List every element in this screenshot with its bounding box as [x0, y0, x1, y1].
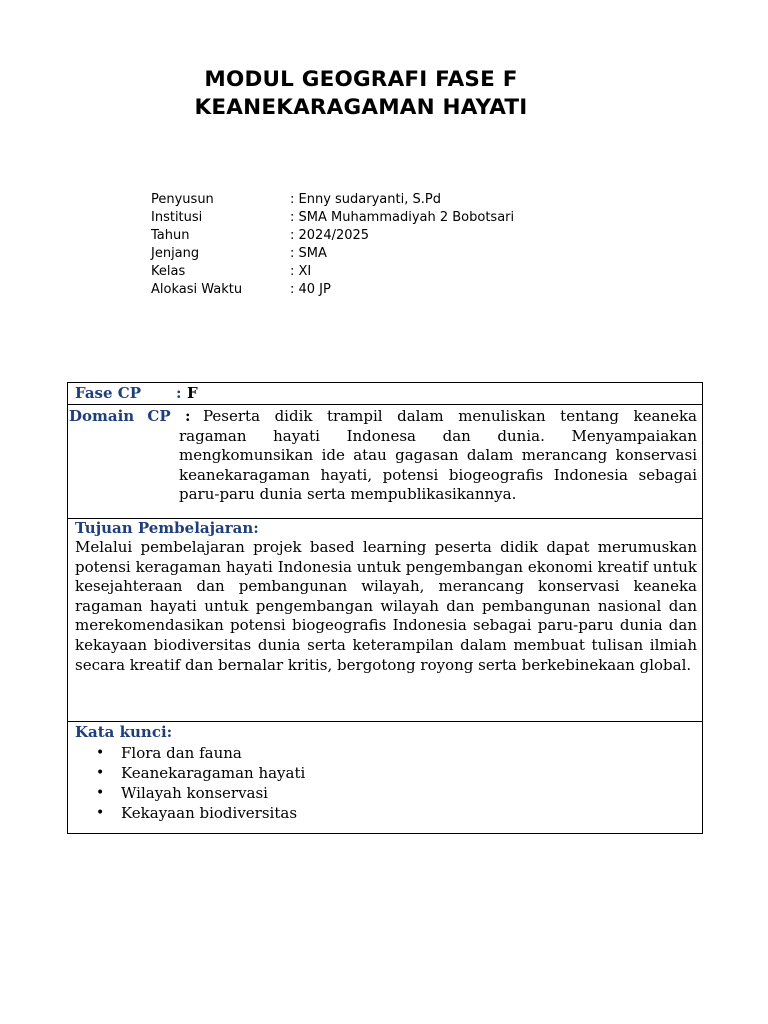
domain-cp-row	[68, 405, 702, 519]
identity-label: Alokasi Waktu	[151, 282, 243, 297]
identity-value: : 2024/2025	[290, 228, 370, 243]
title-line-2: KEANEKARAGAMAN HAYATI	[194, 95, 528, 120]
fase-cp-colon: :	[176, 384, 182, 402]
identity-row-penyusun	[151, 191, 514, 209]
list-item	[96, 743, 305, 763]
tujuan-pembelajaran-row	[68, 519, 702, 722]
identity-row-kelas	[151, 263, 514, 281]
list-item-text: Kekayaan biodiversitas	[121, 804, 298, 822]
identity-label: Tahun	[151, 228, 190, 243]
fase-cp-row	[68, 383, 702, 405]
kata-kunci-heading: Kata kunci:	[75, 723, 173, 741]
list-item-text: Wilayah konservasi	[121, 784, 268, 802]
bullet-icon: •	[96, 765, 105, 781]
identity-value: : XI	[290, 264, 312, 279]
domain-cp-text: Peserta didik trampil dalam menuliskan tentang keaneka ragaman hayati Indonesa dan dunia. Menyampaiakan mengkomunsikan ide atau gagasan dalam merancang konservasi keanekaragaman hayati, potensi biogeografis Indonesia sebagai paru-paru dunia serta mempublikasikannya.	[179, 407, 697, 504]
identity-label: Institusi	[151, 210, 203, 225]
kata-kunci-list	[96, 743, 305, 823]
identity-row-alokasi-waktu	[151, 281, 514, 299]
module-info-table	[67, 382, 703, 834]
identity-value: : Enny sudaryanti, S.Pd	[290, 192, 441, 207]
identity-row-jenjang	[151, 245, 514, 263]
identity-label: Penyusun	[151, 192, 214, 207]
kata-kunci-row	[68, 722, 702, 833]
list-item	[96, 763, 305, 783]
list-item	[96, 803, 305, 823]
identity-row-institusi	[151, 209, 514, 227]
identity-row-tahun	[151, 227, 514, 245]
title-line-1: MODUL GEOGRAFI FASE F	[204, 67, 518, 92]
identity-label: Jenjang	[151, 246, 200, 261]
identity-block	[151, 191, 514, 299]
identity-value: : 40 JP	[290, 282, 331, 297]
list-item	[96, 783, 305, 803]
list-item-text: Keanekaragaman hayati	[121, 764, 306, 782]
identity-label: Kelas	[151, 264, 186, 279]
bullet-icon: •	[96, 745, 105, 761]
fase-cp-value: F	[187, 384, 198, 402]
list-item-text: Flora dan fauna	[121, 744, 242, 762]
fase-cp-label: Fase CP	[75, 384, 141, 402]
identity-value: : SMA	[290, 246, 327, 261]
domain-cp-colon: :	[185, 407, 191, 425]
bullet-icon: •	[96, 785, 105, 801]
tujuan-pembelajaran-heading: Tujuan Pembelajaran:	[75, 519, 259, 537]
bullet-icon: •	[96, 805, 105, 821]
domain-cp-label: Domain CP	[69, 407, 171, 425]
identity-value: : SMA Muhammadiyah 2 Bobotsari	[290, 210, 515, 225]
document-title	[0, 66, 722, 122]
tujuan-pembelajaran-text: Melalui pembelajaran projek based learning peserta didik dapat merumuskan potensi keragaman hayati Indonesia untuk pengembangan ekonomi kreatif untuk kesejahteraan dan pembangunan wilayah, merancang konservasi keaneka ragaman hayati untuk pengembangan wilayah dan pembangunan nasional dan merekomendasikan potensi biogeografis Indonesia sebagai paru-paru dunia dan kekayaan biodiversitas dunia serta keterampilan dalam membuat tulisan ilmiah secara kreatif dan bernalar kritis, bergotong royong serta berkebinekaan global.	[75, 538, 697, 674]
